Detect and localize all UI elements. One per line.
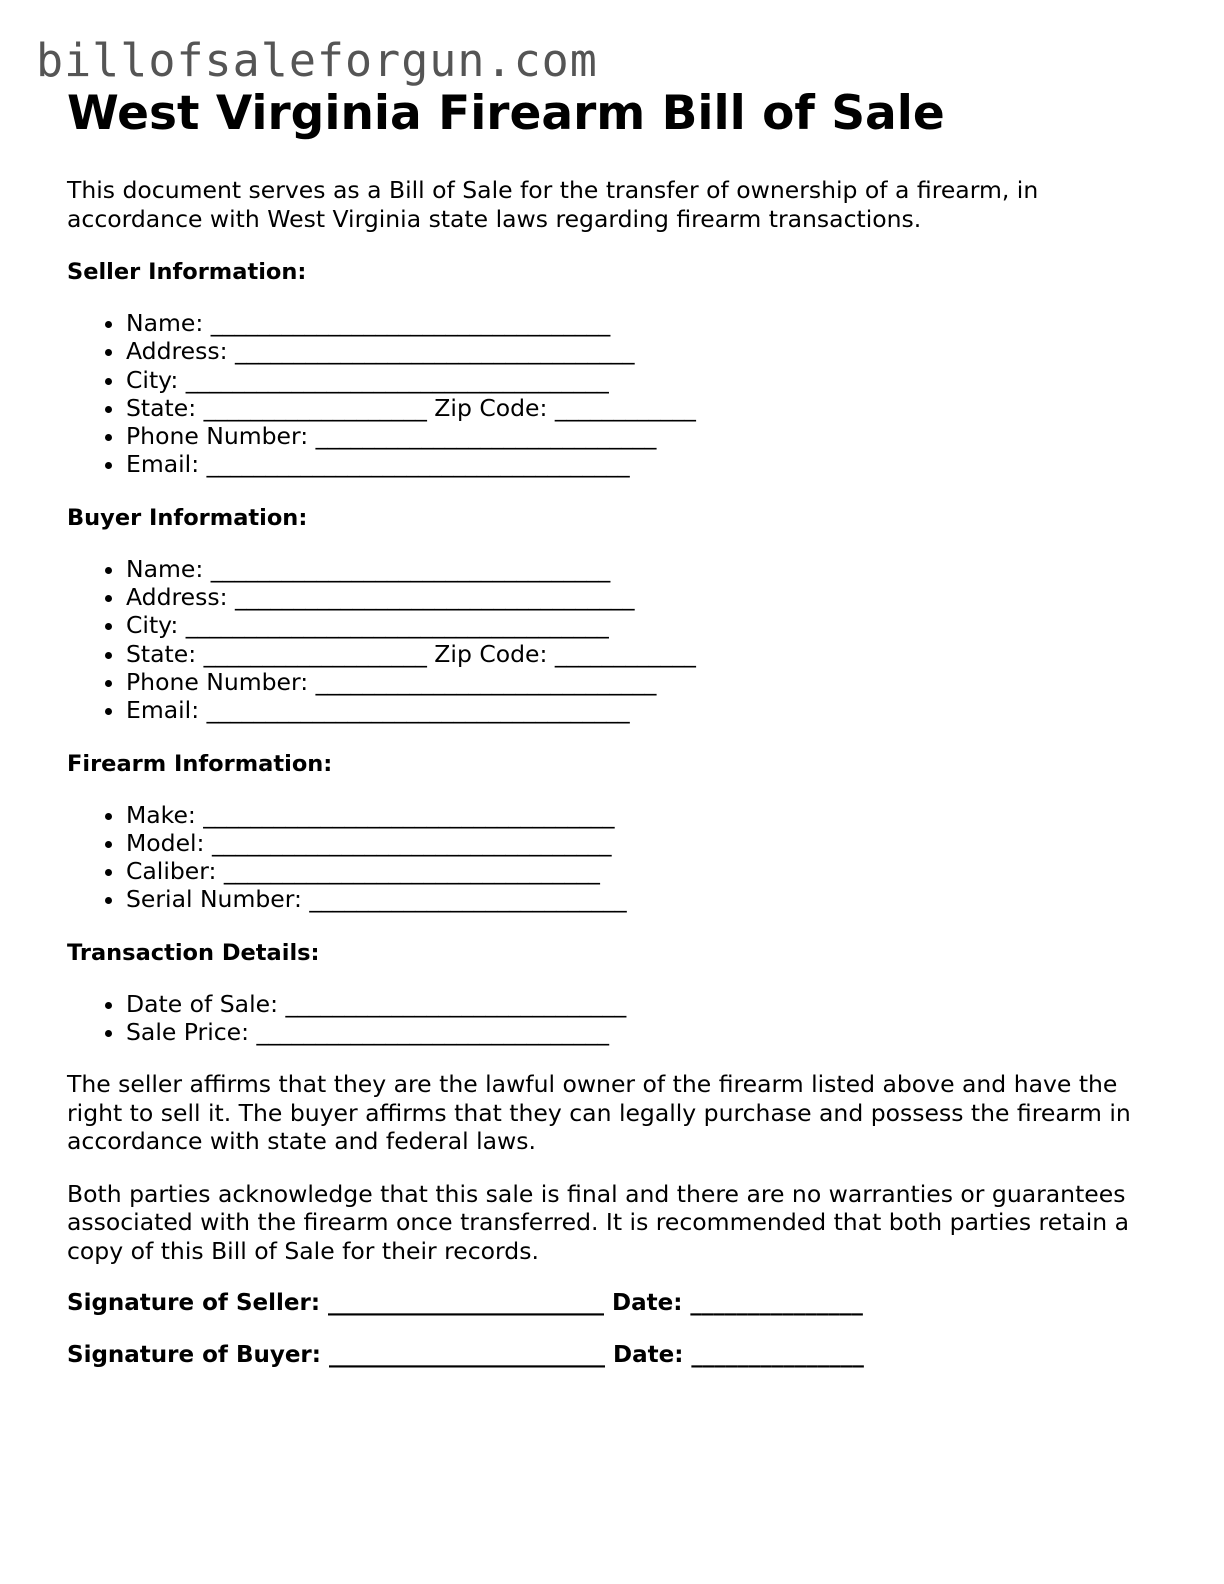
seller-name-field[interactable]: • Name: __________________________________ [126, 309, 1167, 337]
seller-email-field[interactable]: • Email: ____________________________________ [126, 450, 1167, 478]
buyer-phone-field[interactable]: • Phone Number: _____________________________ [126, 668, 1167, 696]
seller-state-zip-field[interactable]: • State: ___________________ Zip Code: ____________ [126, 394, 1167, 422]
acknowledgement-paragraph: Both parties acknowledge that this sale is final and there are no warranties or guarantees associated with the firearm once transferred. It is recommended that both parties retain a copy of this Bill of Sale for their records. [67, 1179, 1130, 1265]
seller-address-field[interactable]: • Address: __________________________________ [126, 337, 1167, 365]
seller-fields [67, 309, 1167, 479]
buyer-fields [67, 555, 1167, 725]
buyer-signature-line[interactable]: Signature of Buyer: ________________________ Date: _______________ [67, 1342, 864, 1369]
seller-phone-field[interactable]: • Phone Number: _____________________________ [126, 422, 1167, 450]
firearm-make-field[interactable]: • Make: ___________________________________ [126, 801, 1167, 829]
buyer-city-field[interactable]: • City: ____________________________________ [126, 611, 1167, 639]
transaction-section [67, 939, 1167, 1047]
buyer-section [67, 504, 1167, 725]
buyer-heading: Buyer Information: [67, 504, 308, 531]
seller-heading: Seller Information: [67, 259, 307, 285]
buyer-address-field[interactable]: • Address: __________________________________ [126, 583, 1167, 611]
firearm-section [67, 750, 1167, 914]
firearm-serial-field[interactable]: • Serial Number: ___________________________ [126, 885, 1167, 913]
affirmation-paragraph: The seller affirms that they are the lawful owner of the firearm listed above and have the right to sell it. The buyer affirms that they can legally purchase and possess the firearm in accordance with state and federal laws. [67, 1070, 1131, 1156]
firearm-fields [67, 801, 1167, 914]
firearm-caliber-field[interactable]: • Caliber: ________________________________ [126, 857, 1167, 885]
seller-city-field[interactable]: • City: ____________________________________ [126, 366, 1167, 394]
sale-price-field[interactable]: • Sale Price: ______________________________ [126, 1018, 1167, 1046]
transaction-fields [67, 990, 1167, 1047]
seller-section [67, 258, 1167, 479]
intro-paragraph: This document serves as a Bill of Sale for the transfer of ownership of a firearm, in accordance with West Virginia state laws regarding firearm transactions. [67, 176, 1039, 233]
transaction-heading: Transaction Details: [67, 939, 320, 966]
firearm-heading: Firearm Information: [67, 750, 333, 777]
buyer-name-field[interactable]: • Name: __________________________________ [126, 555, 1167, 583]
document-body [67, 86, 1167, 1369]
buyer-state-zip-field[interactable]: • State: ___________________ Zip Code: ____________ [126, 640, 1167, 668]
buyer-email-field[interactable]: • Email: ____________________________________ [126, 696, 1167, 724]
firearm-model-field[interactable]: • Model: __________________________________ [126, 829, 1167, 857]
seller-signature-line[interactable]: Signature of Seller: ________________________ Date: _______________ [67, 1290, 863, 1317]
watermark: billofsaleforgun.com [36, 34, 598, 87]
sale-date-field[interactable]: • Date of Sale: _____________________________ [126, 990, 1167, 1018]
document-title: West Virginia Firearm Bill of Sale [67, 86, 945, 141]
